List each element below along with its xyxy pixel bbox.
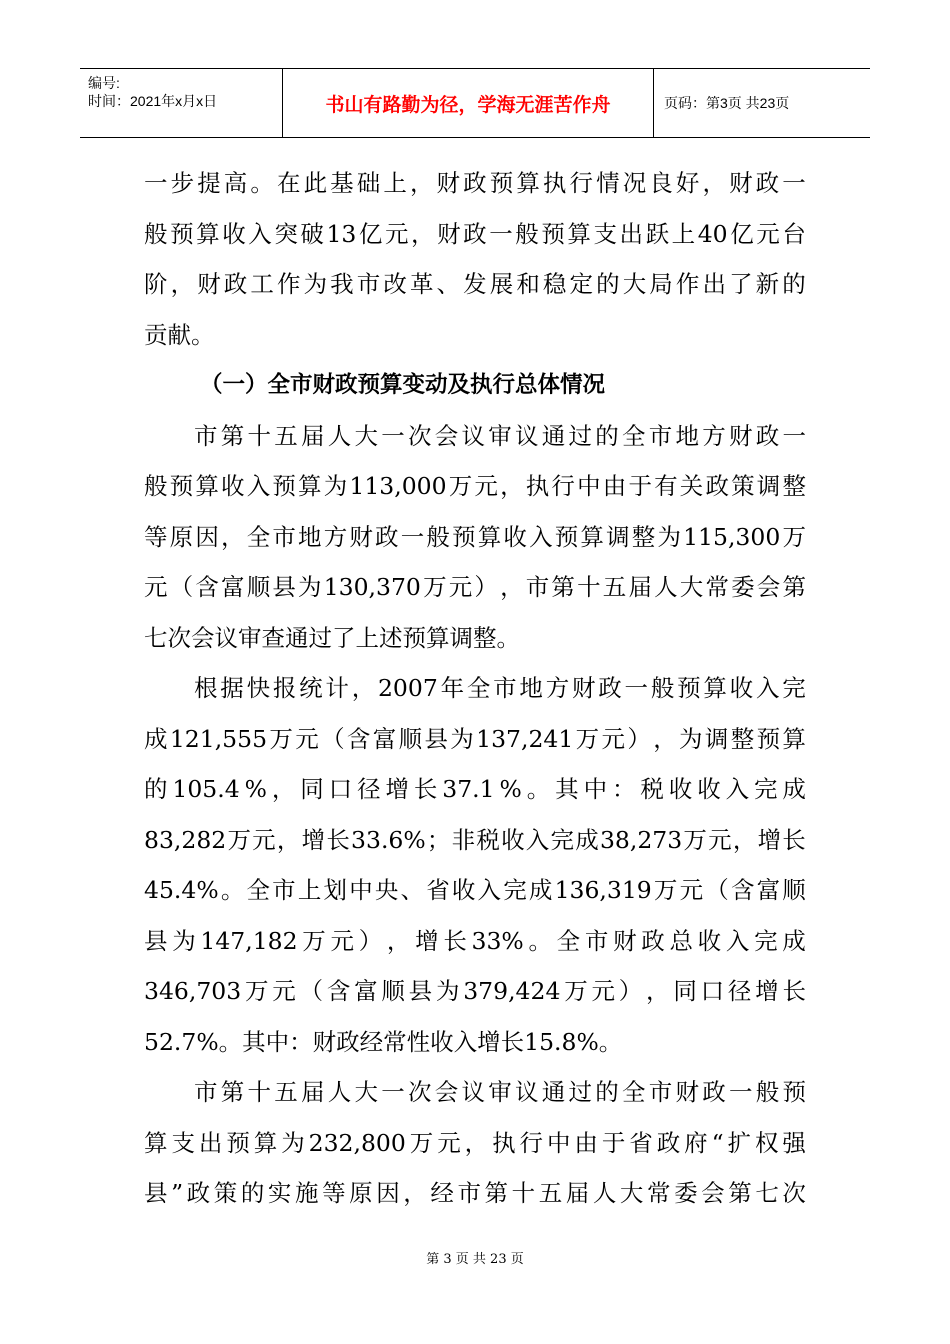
body-line: 贡献。 bbox=[144, 320, 215, 349]
body-line: 等 原 因 ， 全 市 地 方 财 政 一 般 预 算 收 入 预 算 调 整 为 115,300 万 bbox=[144, 522, 806, 551]
document-body bbox=[144, 158, 806, 1219]
body-line: 般 预 算 收 入 突 破 13 亿 元 ， 财 政 一 般 预 算 支 出 跃 上 40 亿 元 台 bbox=[144, 219, 806, 248]
body-line: 市 第 十 五 届 人 大 一 次 会 议 审 议 通 过 的 全 市 财 政 一 般 预 bbox=[194, 1078, 806, 1106]
body-line: 52.7%。其中：财政经常性收入增长15.8%。 bbox=[144, 1027, 623, 1056]
body-line: 45.4% 。 全 市 上 划 中 央 、 省 收 入 完 成 136,319 万 元 （ 含 富 顺 bbox=[144, 876, 806, 904]
document-time: 时间：2021年x月x日 bbox=[88, 93, 218, 109]
header-meta bbox=[80, 69, 282, 137]
page-header bbox=[80, 68, 870, 138]
body-line: 346,703 万 元 （ 含 富 顺 县 为 379,424 万 元 ） ， 同 口 径 增 长 bbox=[144, 977, 806, 1005]
body-line: 的 105.4 % ， 同 口 径 增 长 37.1 % 。 其 中 ： 税 收 收 入 完 成 bbox=[144, 775, 806, 803]
header-motto-cell bbox=[282, 69, 654, 137]
body-line: 成 121,555 万 元 （ 含 富 顺 县 为 137,241 万 元 ） ， 为 调 整 预 算 bbox=[144, 724, 806, 753]
body-line: 县 ” 政 策 的 实 施 等 原 因 ， 经 市 第 十 五 届 人 大 常 委 会 第 七 次 bbox=[144, 1179, 806, 1207]
document-number-label: 编号: bbox=[88, 75, 120, 91]
body-line: 七次会议审查通过了上述预算调整。 bbox=[144, 623, 520, 652]
body-line: 市 第 十 五 届 人 大 一 次 会 议 审 议 通 过 的 全 市 地 方 财 政 一 bbox=[194, 421, 806, 450]
header-motto: 书山有路勤为径，学海无涯苦作舟 bbox=[325, 93, 611, 116]
header-page-info: 页码：第3页 共23页 bbox=[664, 95, 790, 111]
body-line: 阶 ， 财 政 工 作 为 我 市 改 革 、 发 展 和 稳 定 的 大 局 作 出 了 新 的 bbox=[144, 270, 806, 298]
body-line: 县 为 147,182 万 元 ） ， 增 长 33% 。 全 市 财 政 总 收 入 完 成 bbox=[144, 926, 806, 955]
body-line: 一 步 提 高 。 在 此 基 础 上 ， 财 政 预 算 执 行 情 况 良 好 ， 财 政 一 bbox=[144, 169, 806, 197]
body-line: 83,282 万 元 ， 增 长 33.6% ； 非 税 收 入 完 成 38,273 万 元 ， 增 长 bbox=[144, 825, 806, 854]
body-line: 算 支 出 预 算 为 232,800 万 元 ， 执 行 中 由 于 省 政 府 “ 扩 权 强 bbox=[144, 1128, 806, 1157]
section-heading: （一）全市财政预算变动及执行总体情况 bbox=[200, 372, 606, 398]
body-line: 般 预 算 收 入 预 算 为 113,000 万 元 ， 执 行 中 由 于 有 关 政 策 调 整 bbox=[144, 472, 806, 500]
page-footer: 第 3 页 共 23 页 bbox=[426, 1252, 524, 1267]
body-line: 元 （ 含 富 顺 县 为 130,370 万 元 ） ， 市 第 十 五 届 人 大 常 委 会 第 bbox=[144, 573, 806, 601]
body-line: 根 据 快 报 统 计 ， 2007 年 全 市 地 方 财 政 一 般 预 算 收 入 完 bbox=[194, 674, 806, 702]
